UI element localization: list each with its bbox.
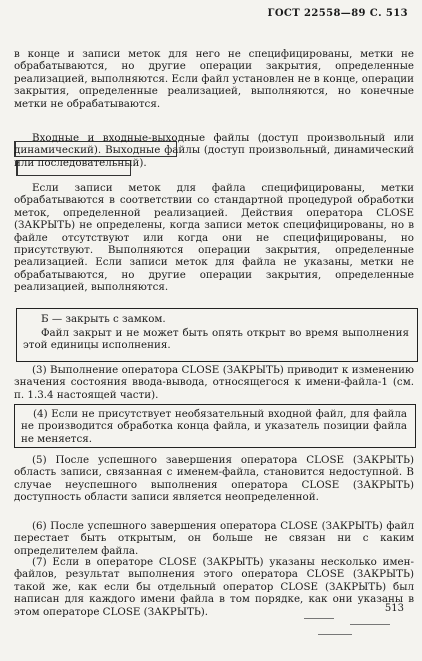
page-number: 513 bbox=[384, 603, 404, 614]
box-lock-title: Б — закрыть с замком. bbox=[41, 313, 166, 325]
paragraph-multiple-files: (7) Если в операторе CLOSE (ЗАКРЫТЬ) указаны несколько имен-файлов, результат выполнения этого оператора CLOSE (ЗАКРЫТЬ) такой же, как если бы отдельный оператор CLOSE (ЗАКРЫТЬ) был написан для каждого имени файла в том порядке, как они указаны в этом операторе CLOSE (ЗАКРЫТЬ). bbox=[14, 556, 414, 618]
box-optional-file-text: (4) Если не присутствует необязательный входной файл, для файла не производится обработка конца файла, и указатель позиции файла не меняется. bbox=[21, 408, 407, 445]
paragraph-record-area: (5) После успешного завершения оператора CLOSE (ЗАКРЫТЬ) область записи, связанная с именем-файла, становится недоступной. В случае неуспешного выполнения оператора CLOSE (ЗАКРЫТЬ) доступность области записи является неопределенной. bbox=[14, 454, 414, 504]
scan-mark bbox=[318, 634, 352, 635]
section-box-lock bbox=[16, 308, 418, 362]
paragraph-label-records: Если записи меток для файла специфицированы, метки обрабатываются в соответствии со стандартной процедурой обработки меток, определенной реализацией. Действия оператора CLOSE (ЗАКРЫТЬ) не определены, когда записи меток специфицированы, но в файле отсутствуют или когда они не специфицированы, но присутствуют. Выполняются операции закрытия, определенные реализацией. Если записи меток для файла не указаны, метки не обрабатываются, но другие операции закрытия, определенные реализацией, выполняются. bbox=[14, 182, 414, 294]
page-header: ГОСТ 22558—89 С. 513 bbox=[267, 8, 408, 19]
scan-mark bbox=[304, 618, 334, 619]
section-box-optional-file bbox=[14, 404, 416, 448]
paragraph-io-status: (3) Выполнение оператора CLOSE (ЗАКРЫТЬ) приводит к изменению значения состояния ввода-вывода, относящегося к имени-файла-1 (см. п. 1.3.4 настоящей части). bbox=[14, 364, 414, 401]
paragraph-file-closed: (6) После успешного завершения оператора CLOSE (ЗАКРЫТЬ) файл перестает быть открытым, он больше не связан ни с каким определителем файла. bbox=[14, 520, 414, 557]
box-lock-text: Файл закрыт и не может быть опять открыт во время выполнения этой единицы исполнения. bbox=[23, 327, 409, 352]
paragraph-end-of-file: в конце и записи меток для него не специфицированы, метки не обрабатываются, но другие операции закрытия, определенные реализацией, выполняются. Если файл установлен не в конце, операции закрытия, определенные реализацией, выполняются, но конечные метки не обрабатываются. bbox=[14, 48, 414, 110]
paragraph-file-types: Входные и входные-выходные файлы (доступ произвольный или динамический). Выходные файлы (доступ произвольный, динамический или последовательный). bbox=[14, 132, 414, 169]
scan-mark bbox=[350, 624, 390, 625]
